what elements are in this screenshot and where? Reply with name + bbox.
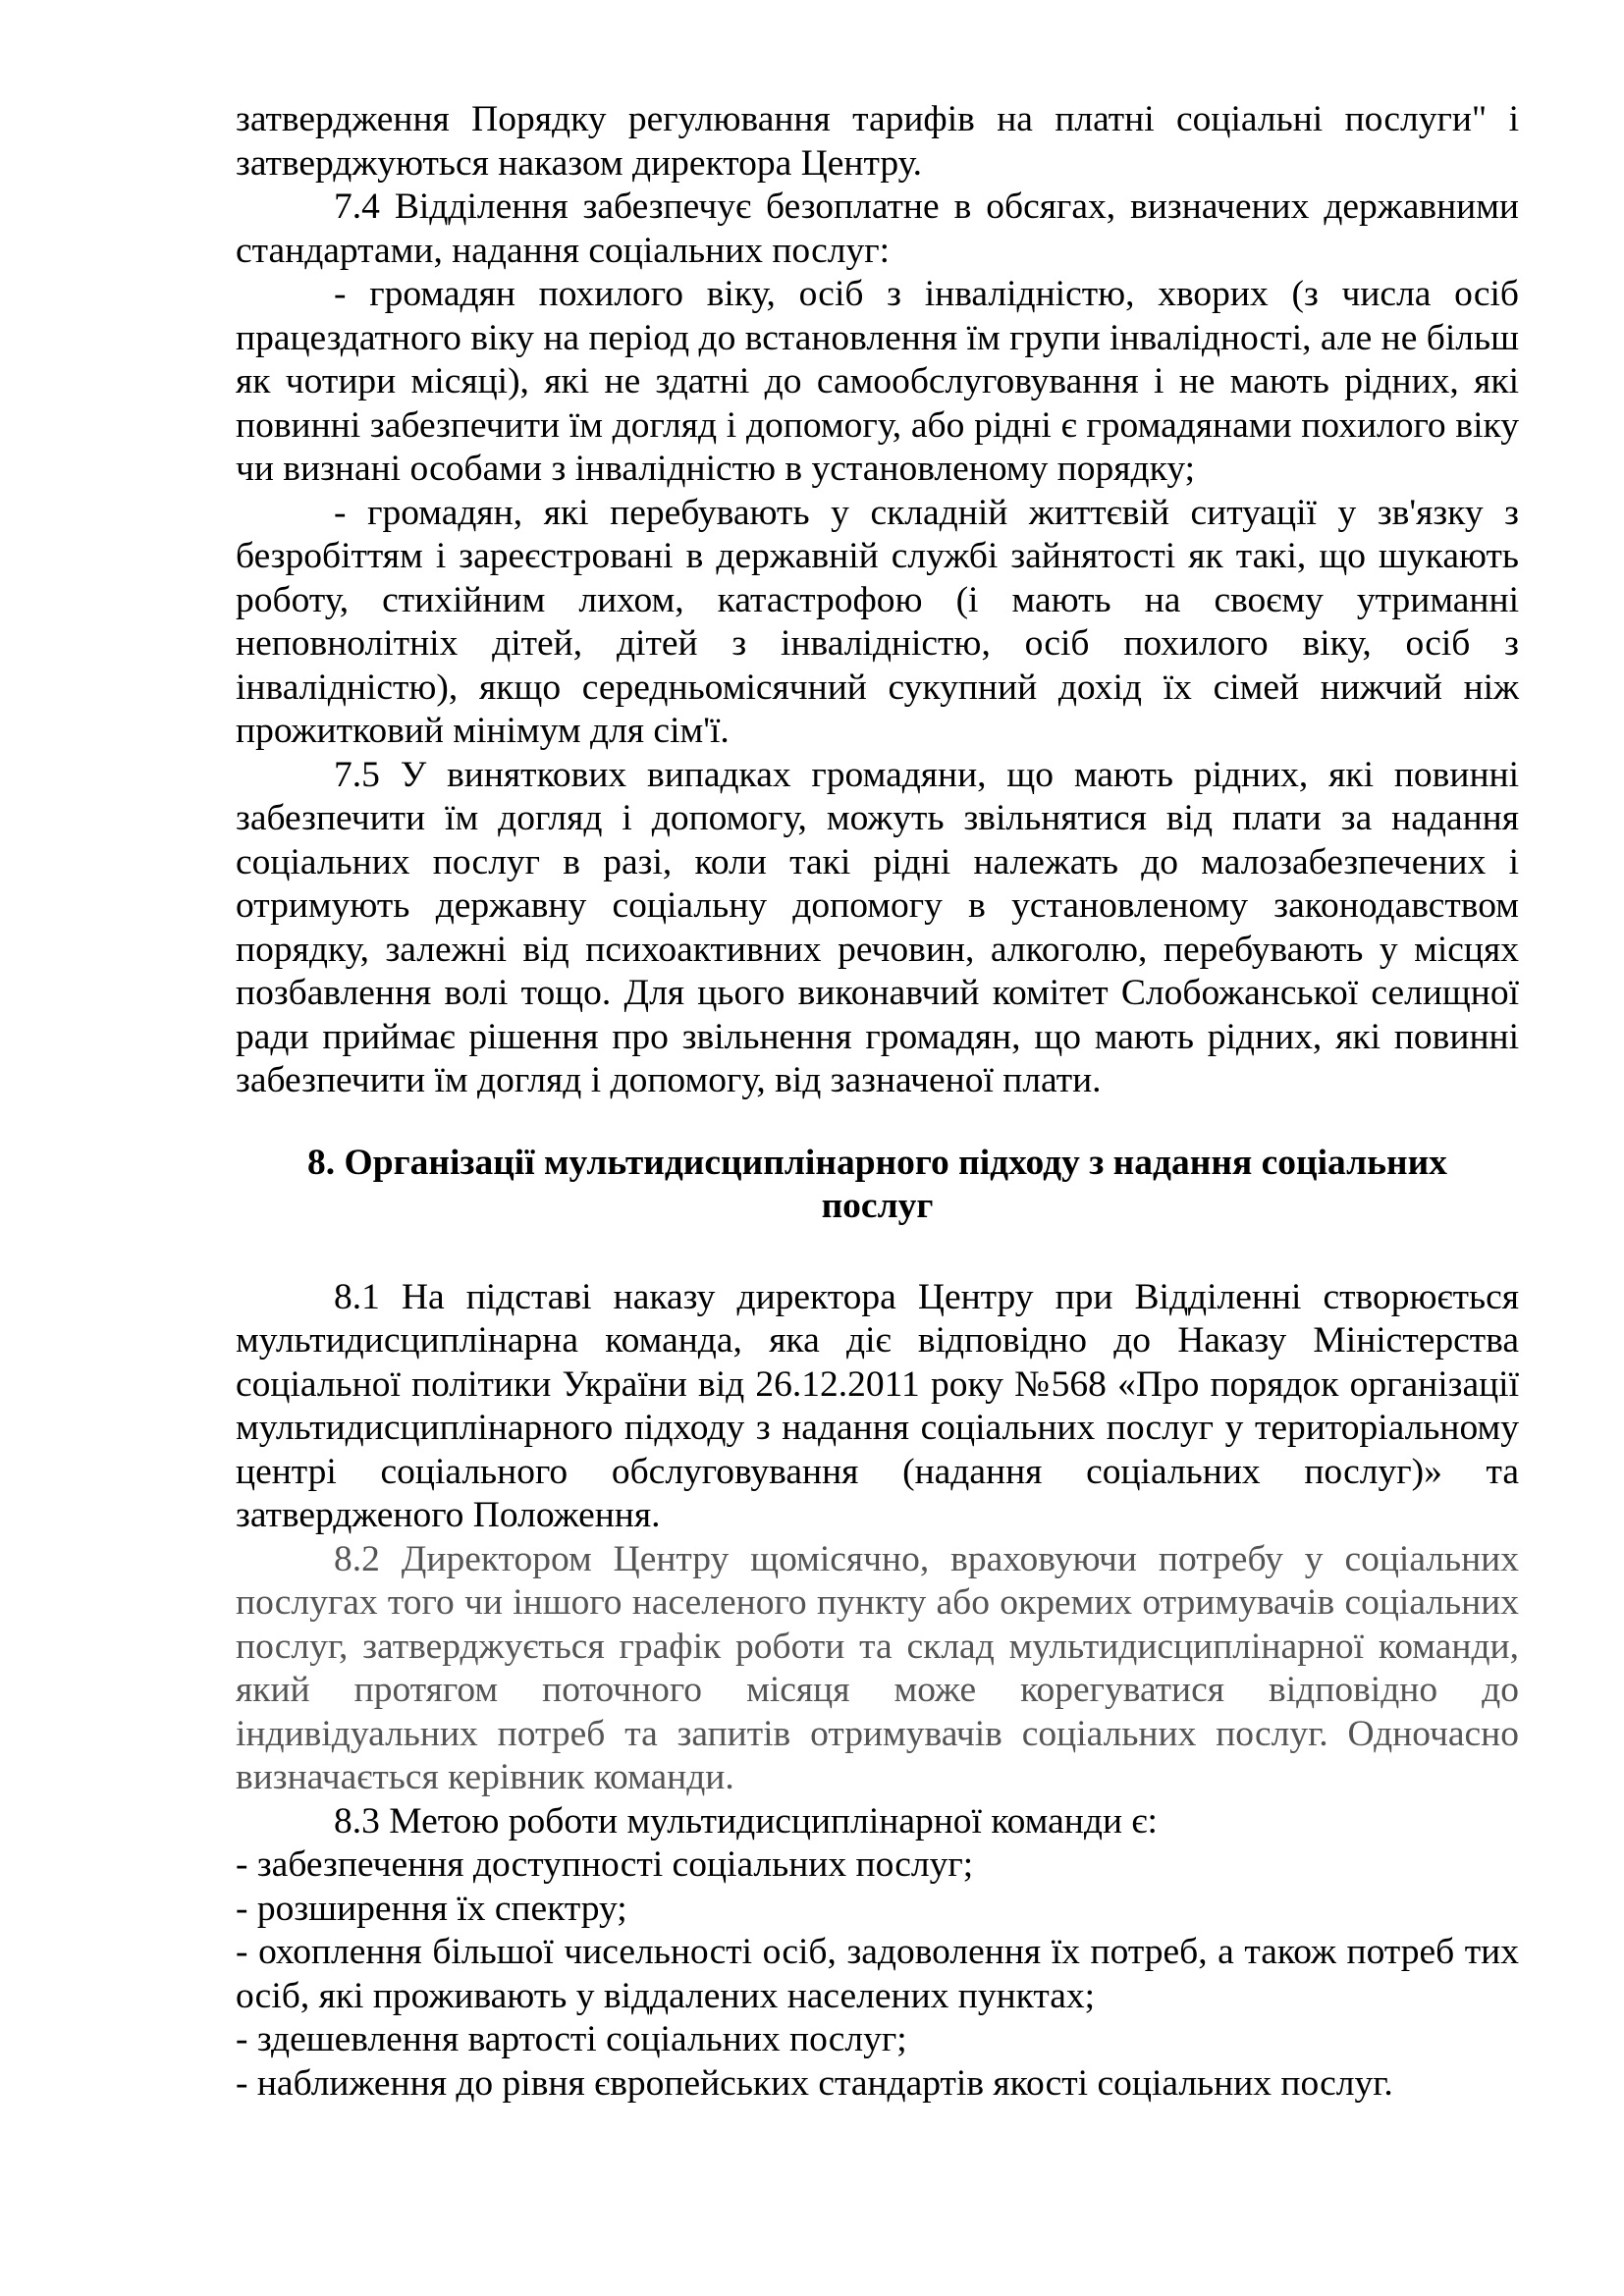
- section-8-heading-line2: послуг: [821, 1186, 934, 1226]
- goal-item: - охоплення більшої чисельності осіб, задоволення їх потреб, а також потреб тих осіб, які проживають у віддалених населених пунктах;: [236, 1932, 1519, 2016]
- paragraph-8-3: 8.3 Метою роботи мультидисциплінарної команди є:: [334, 1800, 1158, 1842]
- paragraph-7-4: 7.4 Відділення забезпечує безоплатне в обсягах, визначених державними стандартами, надання соціальних послуг:: [236, 187, 1519, 271]
- paragraph-8-2: 8.2 Директором Центру щомісячно, враховуючи потребу у соціальних послугах того чи іншого населеного пункту або окремих отримувачів соціальних послуг, затверджується графік роботи та склад мультидисциплінарної команди, який протягом поточного місяця може корегуватися відповідно до індивідуальних потреб та запитів отримувачів соціальних послуг. Одночасно визначається керівник команди.: [236, 1538, 1519, 1797]
- section-8-heading-line1: 8. Організації мультидисциплінарного підходу з надання соціальних: [307, 1142, 1447, 1183]
- goal-item: - наближення до рівня європейських стандартів якості соціальних послуг.: [236, 2062, 1393, 2104]
- goal-item: - забезпечення доступності соціальних послуг;: [236, 1844, 974, 1885]
- paragraph-tariff-approval: затвердження Порядку регулювання тарифів на платні соціальні послуги" і затверджуються наказом директора Центру.: [236, 99, 1519, 184]
- paragraph-7-5: 7.5 У виняткових випадках громадяни, що мають рідних, які повинні забезпечити їм догляд і допомогу, можуть звільнятися від плати за надання соціальних послуг в разі, коли такі рідні належать до малозабезпечених і отримують державну соціальну допомогу в установленому законодавством порядку, залежні від психоактивних речовин, алкоголю, перебувають у місцях позбавлення волі тощо. Для цього виконавчий комітет Слобожанської селищної ради приймає рішення про звільнення громадян, що мають рідних, які повинні забезпечити їм догляд і допомогу, від зазначеної плати.: [236, 754, 1519, 1100]
- paragraph-8-1: 8.1 На підставі наказу директора Центру при Відділенні створюється мультидисциплінарна команда, яка діє відповідно до Наказу Міністерства соціальної політики України від 26.12.2011 року №568 «Про порядок організації мультидисциплінарного підходу з надання соціальних послуг у територіальному центрі соціального обслуговування (надання соціальних послуг)» та затвердженого Положення.: [236, 1276, 1519, 1535]
- paragraph-7-4-elderly: - громадян похилого віку, осіб з інвалідністю, хворих (з числа осіб працездатного віку на період до встановлення їм групи інвалідності, але не більш як чотири місяці), які не здатні до самообслуговування і не мають рідних, які повинні забезпечити їм догляд і допомогу, або рідні є громадянами похилого віку чи визнані особами з інвалідністю в установленому порядку;: [236, 274, 1519, 489]
- document-page: [236, 98, 1519, 2106]
- section-8-heading: [236, 1142, 1519, 1229]
- goal-item: - здешевлення вартості соціальних послуг;: [236, 2019, 907, 2059]
- paragraph-7-4-difficult-situation: - громадян, які перебувають у складній життєвій ситуації у зв'язку з безробіттям і зареєстровані в державній службі зайнятості як такі, що шукають роботу, стихійним лихом, катастрофою (і мають на своєму утриманні неповнолітніх дітей, дітей з інвалідністю, осіб похилого віку, осіб з інвалідністю), якщо середньомісячний сукупний дохід їх сімей нижчий ніж прожитковий мінімум для сім'ї.: [236, 492, 1519, 751]
- goal-item: - розширення їх спектру;: [236, 1888, 627, 1929]
